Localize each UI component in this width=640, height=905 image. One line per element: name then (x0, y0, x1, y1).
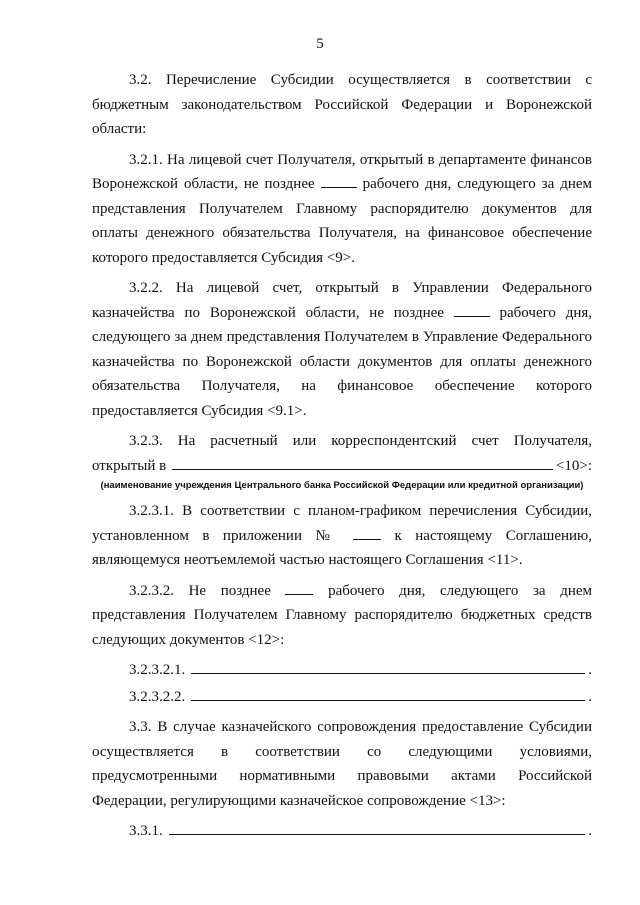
paragraph-3-2: 3.2. Перечисление Субсидии осуществляется в соответствии с бюджетным законодательством Российской Федерации и Воронежской области: (92, 72, 592, 137)
blank-days-field (454, 304, 490, 317)
document-body (92, 68, 592, 844)
document-line-blank (191, 659, 585, 674)
bank-name-line (92, 454, 592, 479)
paragraph-3-2-3-1-text-after: к настоящему Соглашению, являющемуся неотъемлемой частью настоящего Соглашения <11>. (92, 527, 593, 568)
paragraph-3-2-1-text-after: рабочего дня, следующего за днем представления Получателем Главному распорядителю документов для оплаты денежного обязательства Получателя, на финансовое обеспечение которого предоставляется Субсидия <9>. (92, 176, 593, 266)
paragraph-3-2-3-1-text-before: 3.2.3.1. В соответствии с планом-графиком перечисления Субсидии, установленном в приложении № (92, 503, 592, 544)
paragraph-3-2-2-text-before: 3.2.2. На лицевой счет, открытый в Управлении Федерального казначейства по Воронежской области, не позднее (92, 280, 592, 321)
document-line-end: . (588, 688, 592, 705)
paragraph-3-2-3-2-text-before: 3.2.3.2. Не позднее (129, 582, 271, 599)
condition-line-end: . (588, 823, 592, 839)
bank-name-blank (172, 455, 553, 470)
document-line-label: 3.2.3.2.1. (129, 662, 186, 678)
document-line-blank (191, 686, 585, 701)
bank-name-caption: (наименование учреждения Центрального банка Российской Федерации или кредитной организации) (100, 480, 584, 491)
page-number: 5 (316, 36, 324, 52)
paragraph-3-2-3-2 (92, 579, 592, 653)
bank-name-label: открытый в (92, 457, 167, 474)
blank-appendix-number (353, 527, 381, 540)
condition-line-blank (169, 820, 586, 835)
paragraph-3-2-1-text-before: 3.2.1. На лицевой счет Получателя, открытый в департаменте финансов Воронежской области, не позднее (92, 151, 592, 192)
document-line-end: . (588, 662, 592, 678)
document-line-3-2-3-2-2 (92, 685, 592, 710)
paragraph-3-2-3: 3.2.3. На расчетный или корреспондентский счет Получателя, (129, 433, 592, 449)
paragraph-3-3: 3.3. В случае казначейского сопровождения предоставление Субсидии осуществляется в соответствии со следующими условиями, предусмотренными нормативными правовыми актами Российской Федерации, регулирующими казначейское сопровождение <13>: (92, 719, 592, 809)
document-line-3-2-3-2-1 (92, 658, 592, 683)
paragraph-3-2-2 (92, 276, 592, 423)
condition-line-label: 3.3.1. (129, 823, 163, 839)
condition-line-3-3-1 (92, 819, 592, 844)
bank-name-footnote: <10>: (555, 457, 592, 474)
paragraph-3-2-2-text-after: рабочего дня, следующего за днем представления Получателем в Управление Федерального казначейства по Воронежской области документов для оплаты денежного обязательства Получателя, на финансовое обеспечение которого предоставляется Субсидия <9.1>. (92, 304, 592, 419)
paragraph-3-2-1 (92, 148, 592, 271)
blank-days-field (285, 582, 313, 595)
blank-days-field (321, 175, 357, 188)
paragraph-3-2-3-1 (92, 499, 592, 573)
paragraph-3-2-3-2-text-after: рабочего дня, следующего за днем представления Получателем Главному распорядителю бюджетных средств следующих документов <12>: (92, 582, 593, 648)
document-line-label: 3.2.3.2.2. (129, 688, 186, 705)
